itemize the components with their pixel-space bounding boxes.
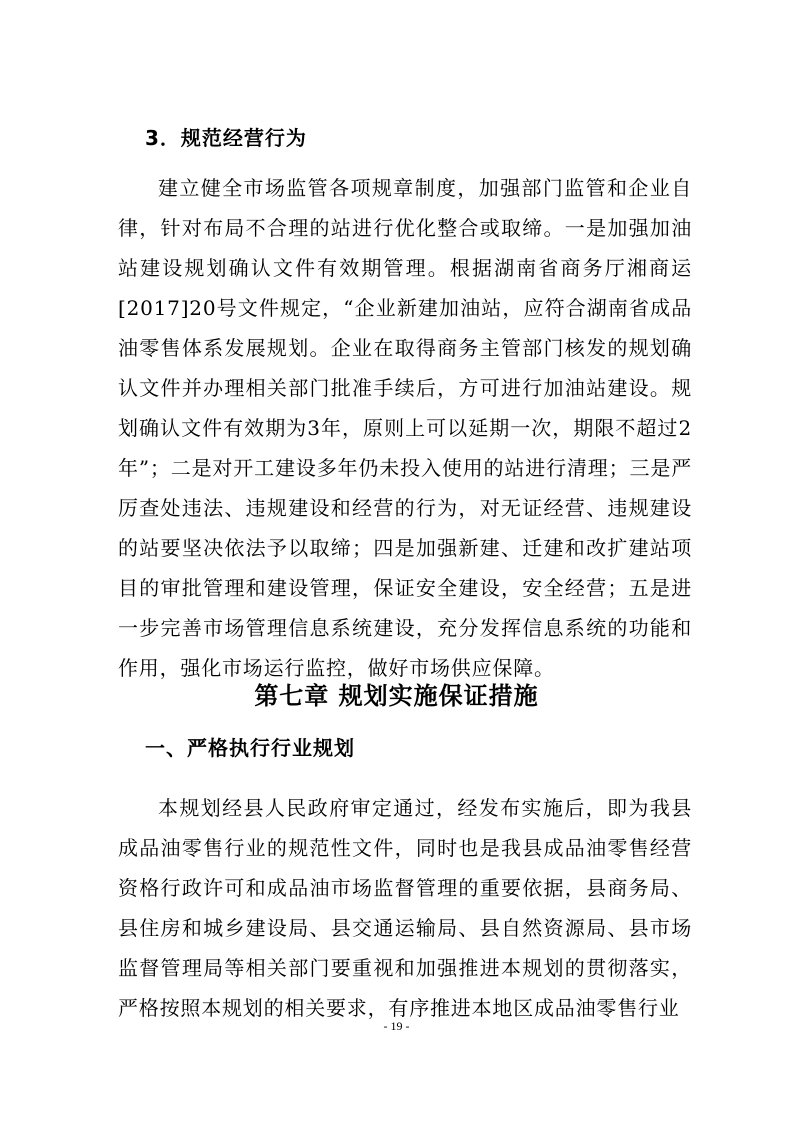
section-heading: 3．规范经营行为 xyxy=(145,126,307,150)
subsection-paragraph: 本规划经县人民政府审定通过，经发布实施后，即为我县成品油零售行业的规范性文件，同时也是我县成品油零售经营资格行政许可和成品油市场监督管理的重要依据，县商务局、县住房和城乡建设局、县交通运输局、县自然资源局、县市场监督管理局等相关部门要重视和加强推进本规划的贯彻落实，严格按照本规划的相关要求，有序推进本地区成品油零售行业 xyxy=(118,796,692,1020)
page-number: - 19 - xyxy=(383,1019,410,1033)
section-paragraph: 建立健全市场监管各项规章制度，加强部门监管和企业自律，针对布局不合理的站进行优化整合或取缔。一是加强加油站建设规划确认文件有效期管理。根据湖南省商务厅湘商运[2017]20号文件规定，“企业新建加油站，应符合湖南省成品油零售体系发展规划。企业在取得商务主管部门核发的规划确认文件并办理相关部门批准手续后，方可进行加油站建设。规划确认文件有效期为3年，原则上可以延期一次，期限不超过2年”；二是对开工建设多年仍未投入使用的站进行清理；三是严厉查处违法、违规建设和经营的行为，对无证经营、违规建设的站要坚决依法予以取缔；四是加强新建、迁建和改扩建站项目的审批管理和建设管理，保证安全建设，安全经营；五是进一步完善市场管理信息系统建设，充分发挥信息系统的功能和作用，强化市场运行监控，做好市场供应保障。 xyxy=(118,176,692,680)
chapter-title: 第七章 规划实施保证措施 xyxy=(254,682,539,710)
subsection-heading: 一、严格执行行业规划 xyxy=(145,736,355,760)
